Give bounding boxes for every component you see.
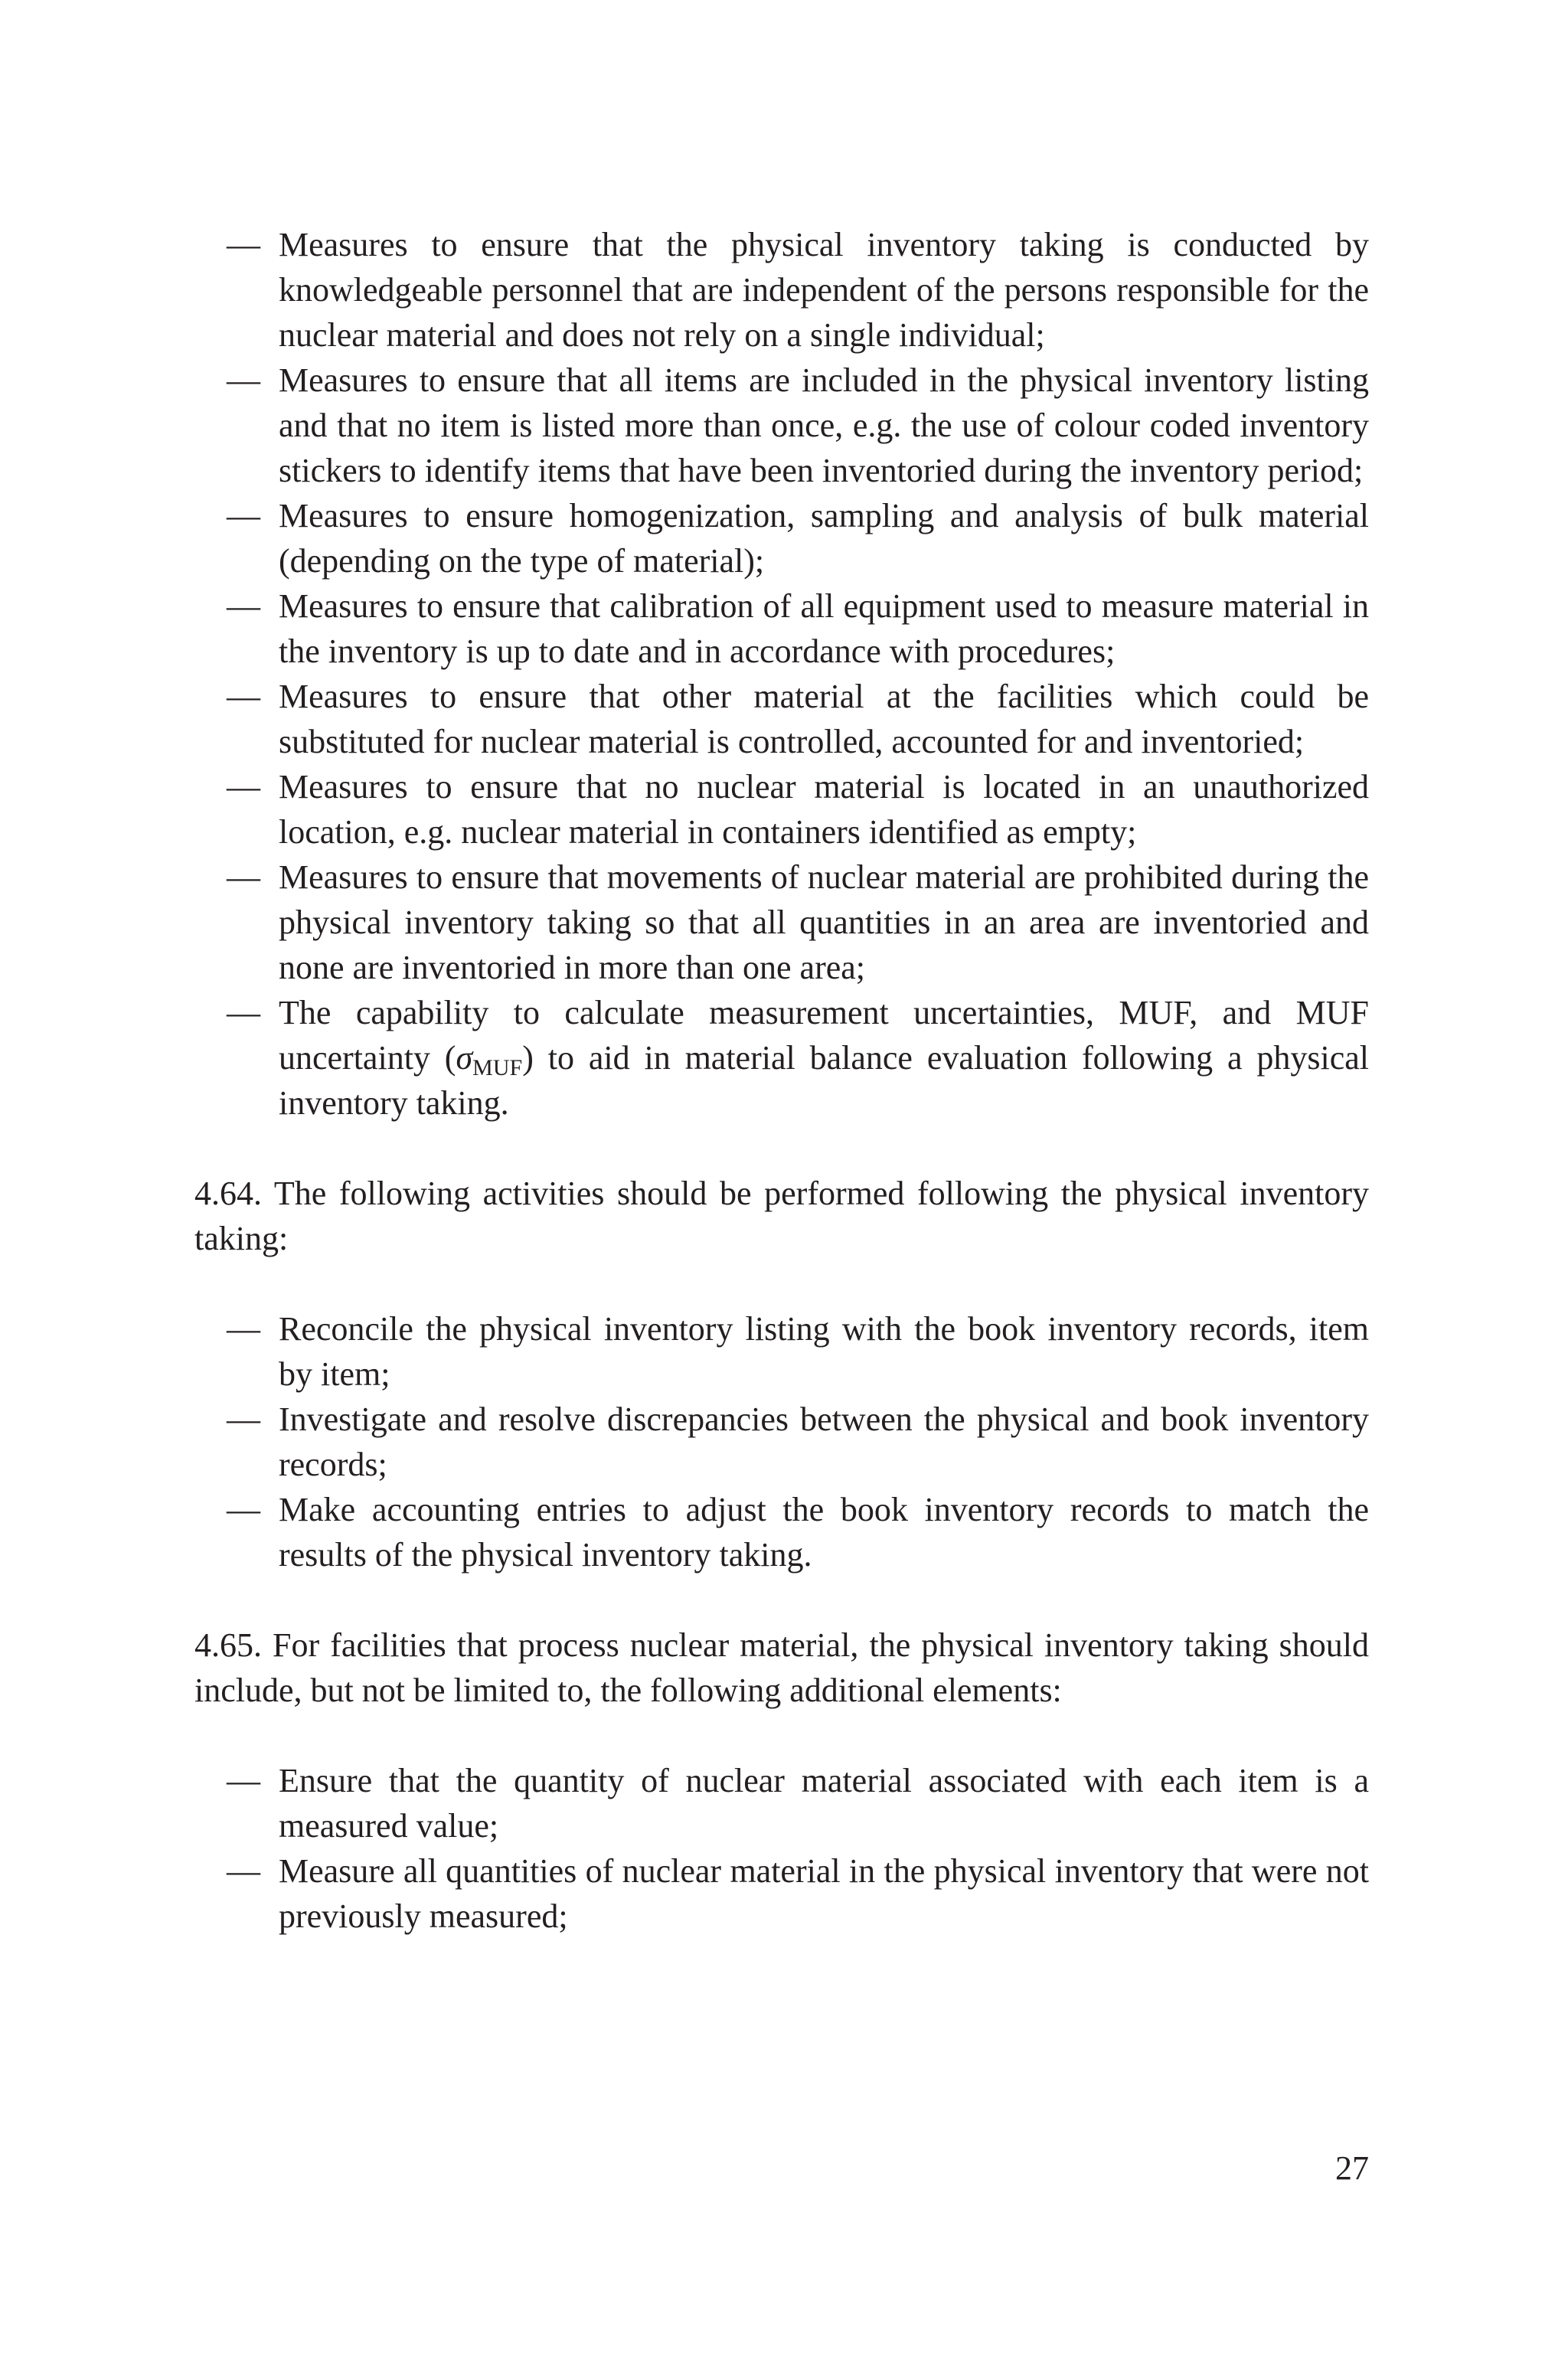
dash-marker: —: [227, 768, 260, 806]
processing-facility-elements-list: [194, 1758, 1369, 1939]
dash-marker: —: [227, 1762, 260, 1799]
spacer: [194, 1577, 1369, 1623]
list-item: [194, 583, 1369, 674]
dash-marker: —: [227, 587, 260, 625]
spacer: [194, 1261, 1369, 1306]
page-body: [194, 222, 1369, 1939]
list-item-text: Reconcile the physical inventory listing with the book inventory records, item by item;: [279, 1310, 1369, 1393]
list-item-text: Measure all quantities of nuclear material in the physical inventory that were not previously measured;: [279, 1852, 1369, 1935]
post-inventory-activities-list: [194, 1306, 1369, 1577]
list-item-text: Measures to ensure that calibration of all equipment used to measure material in the inventory is up to date and in accordance with procedures;: [279, 587, 1369, 670]
list-item-text: Measures to ensure that movements of nuclear material are prohibited during the physical inventory taking so that all quantities in an area are inventoried and none are inventoried in more than one area;: [279, 858, 1369, 986]
page-number: 27: [1335, 2149, 1369, 2187]
spacer: [194, 1713, 1369, 1758]
list-item: [194, 222, 1369, 358]
list-item: [194, 1848, 1369, 1939]
sigma-subscript: MUF: [472, 1055, 523, 1080]
dash-marker: —: [227, 858, 260, 896]
paragraph-4-64: 4.64. The following activities should be performed following the physical inventory taking:: [194, 1175, 1369, 1257]
list-item: [194, 1306, 1369, 1397]
list-item-text: [279, 994, 1369, 1122]
dash-marker: —: [227, 1310, 260, 1348]
list-item-text: Ensure that the quantity of nuclear material associated with each item is a measured value;: [279, 1762, 1369, 1845]
list-item: [194, 990, 1369, 1126]
list-item-text: Measures to ensure that all items are included in the physical inventory listing and that no item is listed more than once, e.g. the use of colour coded inventory stickers to identify items that have been inventoried during the inventory period;: [279, 361, 1369, 489]
list-item: [194, 764, 1369, 855]
list-item: [194, 1487, 1369, 1577]
list-item-text: Make accounting entries to adjust the book inventory records to match the results of the physical inventory taking.: [279, 1491, 1369, 1574]
dash-marker: —: [227, 1852, 260, 1890]
list-item-text: Measures to ensure homogenization, sampling and analysis of bulk material (depending on the type of material);: [279, 497, 1369, 580]
list-item-text-after: ) to aid in material balance evaluation following a physical inventory taking.: [279, 1039, 1369, 1122]
dash-marker: —: [227, 678, 260, 715]
list-item-text: Measures to ensure that no nuclear material is located in an unauthorized location, e.g. nuclear material in containers identified as empty;: [279, 768, 1369, 851]
dash-marker: —: [227, 361, 260, 399]
list-item: [194, 1758, 1369, 1848]
list-item: [194, 674, 1369, 764]
list-item-text: Measures to ensure that the physical inventory taking is conducted by knowledgeable personnel that are independent of the persons responsible for the nuclear material and does not rely on a single individual;: [279, 226, 1369, 354]
dash-marker: —: [227, 1400, 260, 1438]
dash-marker: —: [227, 994, 260, 1031]
list-item: [194, 855, 1369, 990]
inventory-measures-list: [194, 222, 1369, 1126]
spacer: [194, 1126, 1369, 1171]
sigma-symbol: σ: [456, 1039, 473, 1077]
list-item: [194, 358, 1369, 493]
list-item: [194, 1397, 1369, 1487]
list-item: [194, 493, 1369, 583]
list-item-text: Measures to ensure that other material at the facilities which could be substituted for nuclear material is controlled, accounted for and inventoried;: [279, 678, 1369, 760]
list-item-text-before: The capability to calculate measurement uncertainties, MUF, and MUF uncertainty (: [279, 994, 1369, 1077]
dash-marker: —: [227, 497, 260, 534]
list-item-text: Investigate and resolve discrepancies between the physical and book inventory records;: [279, 1400, 1369, 1483]
dash-marker: —: [227, 226, 260, 263]
paragraph-4-65: 4.65. For facilities that process nuclear material, the physical inventory taking should include, but not be limited to, the following additional elements:: [194, 1626, 1369, 1709]
dash-marker: —: [227, 1491, 260, 1528]
